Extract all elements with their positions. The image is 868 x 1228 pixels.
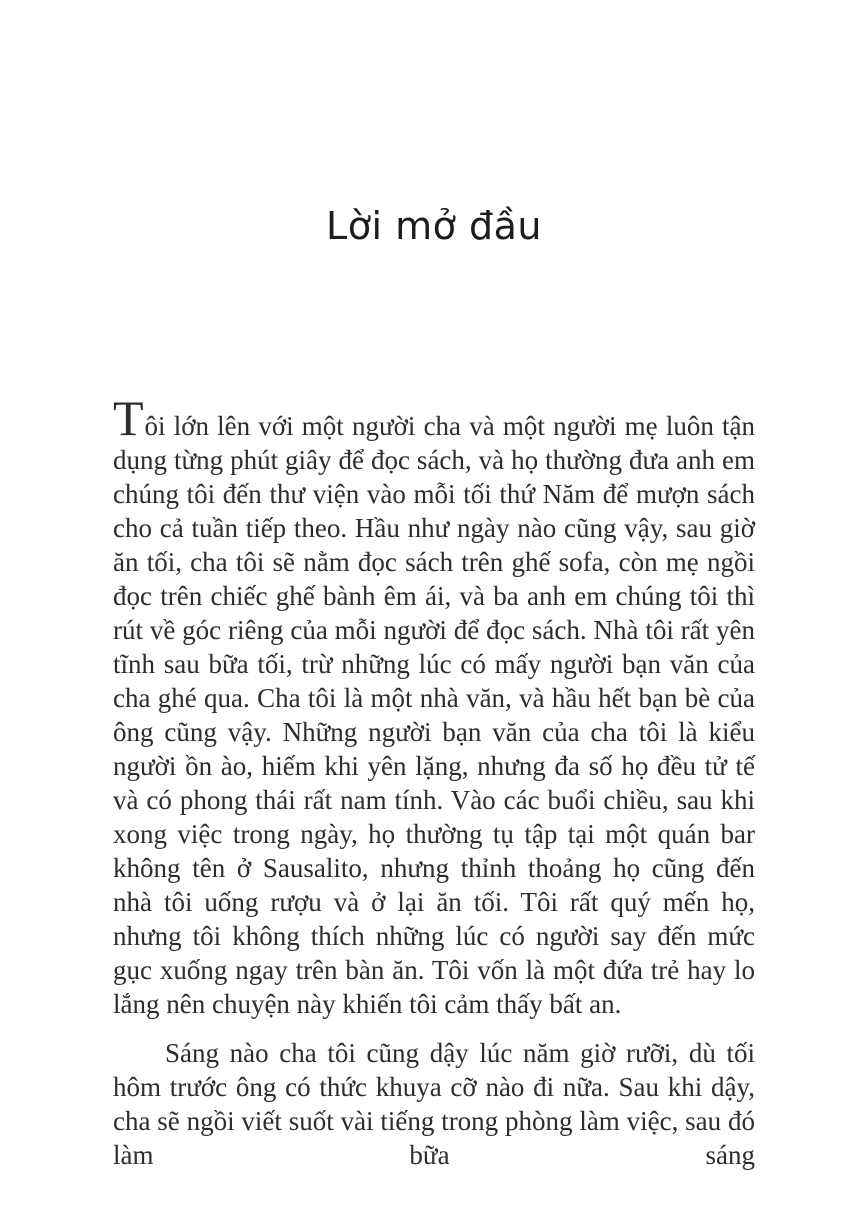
- body-text-block: [113, 390, 755, 1187]
- paragraph-text: ôi lớn lên với một người cha và một người mẹ luôn tận dụng từng phút giây để đọc sách, và họ thường đưa anh em chúng tôi đến thư viện vào mỗi tối thứ Năm để mượn sách cho cả tuần tiếp theo. Hầu như ngày nào cũng vậy, sau giờ ăn tối, cha tôi sẽ nằm đọc sách trên ghế sofa, còn mẹ ngồi đọc trên chiếc ghế bành êm ái, và ba anh em chúng tôi thì rút về góc riêng của mỗi người để đọc sách. Nhà tôi rất yên tĩnh sau bữa tối, trừ những lúc có mấy người bạn văn của cha ghé qua. Cha tôi là một nhà văn, và hầu hết bạn bè của ông cũng vậy. Những người bạn văn của cha tôi là kiểu người ồn ào, hiếm khi yên lặng, nhưng đa số họ đều tử tế và có phong thái rất nam tính. Vào các buổi chiều, sau khi xong việc trong ngày, họ thường tụ tập tại một quán bar không tên ở Sausalito, nhưng thỉnh thoảng họ cũng đến nhà tôi uống rượu và ở lại ăn tối. Tôi rất quý mến họ, nhưng tôi không thích những lúc có người say đến mức gục xuống ngay trên bàn ăn. Tôi vốn là một đứa trẻ hay lo lắng nên chuyện này khiến tôi cảm thấy bất an.: [113, 411, 755, 1019]
- chapter-title: Lời mở đầu: [326, 204, 542, 248]
- initial-cap: T: [113, 390, 145, 446]
- body-paragraph: [113, 390, 755, 1021]
- body-paragraph: Sáng nào cha tôi cũng dậy lúc năm giờ rưỡi, dù tối hôm trước ông có thức khuya cỡ nào đi nữa. Sau khi dậy, cha sẽ ngồi viết suốt vài tiếng trong phòng làm việc, sau đó làm bữa sáng: [113, 1038, 755, 1170]
